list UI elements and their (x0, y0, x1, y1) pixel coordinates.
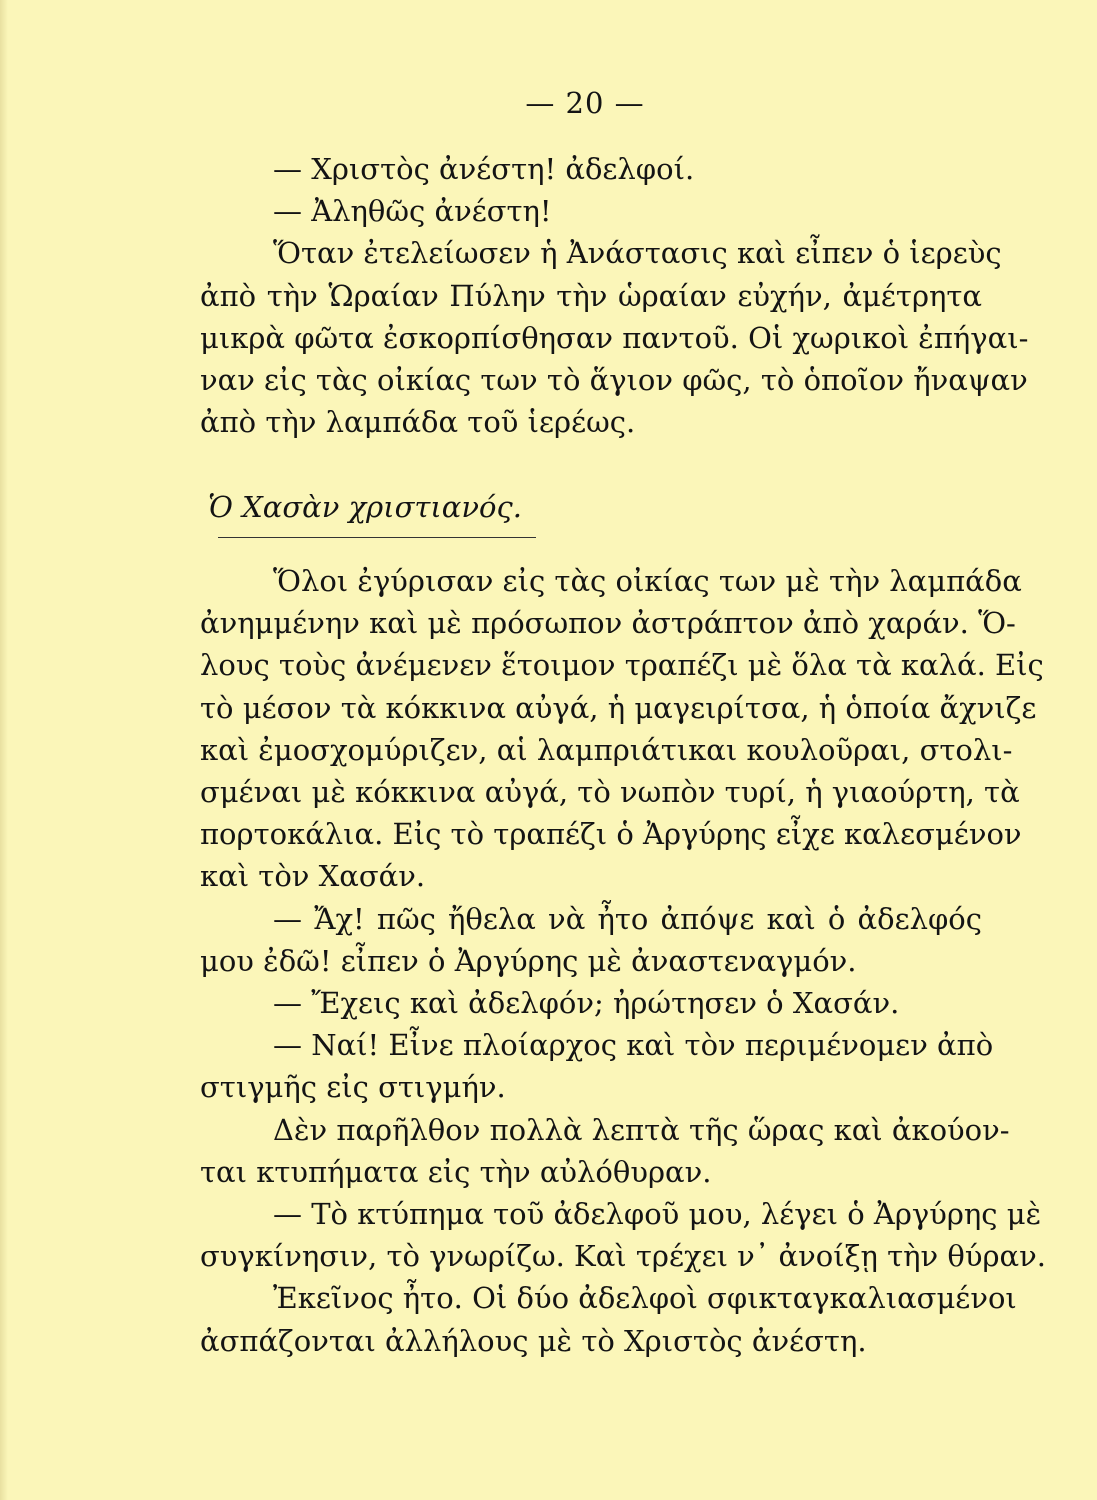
text-line: μικρὰ φῶτα ἐσκορπίσθησαν παντοῦ. Οἱ χωρικοὶ ἐπήγαι- (200, 320, 1029, 355)
section-2-text (200, 560, 1046, 1362)
section-heading: Ὁ Χασὰν χριστιανός. (208, 490, 522, 524)
text-line: Ἐκεῖνος ἦτο. Οἱ δύο ἀδελφοὶ σφικταγκαλιασμένοι (273, 1281, 1017, 1316)
text-line: συγκίνησιν, τὸ γνωρίζω. Καὶ τρέχει ν᾿ ἀνοίξῃ τὴν θύραν. (200, 1239, 1046, 1274)
text-line: ἀσπάζονται ἀλλήλους μὲ τὸ Χριστὸς ἀνέστη. (200, 1323, 867, 1358)
page-number: — 20 — (525, 86, 645, 120)
text-line: τὸ μέσον τὰ κόκκινα αὐγά, ἡ μαγειρίτσα, ἡ ὁποία ἄχνιζε (200, 690, 1037, 725)
text-line: λους τοὺς ἀνέμενεν ἕτοιμον τραπέζι μὲ ὅλα τὰ καλά. Εἰς (200, 648, 1044, 683)
text-line: — Χριστὸς ἀνέστη! ἀδελφοί. (273, 152, 695, 186)
text-line: — Ἔχεις καὶ ἀδελφόν; ἠρώτησεν ὁ Χασάν. (273, 986, 900, 1021)
text-line: ναν εἰς τὰς οἰκίας των τὸ ἅγιον φῶς, τὸ ὁποῖον ἤναψαν (200, 363, 1028, 398)
text-line: σμέναι μὲ κόκκινα αὐγά, τὸ νωπὸν τυρί, ἡ γιαούρτη, τὰ (200, 775, 1020, 810)
text-line: — Τὸ κτύπημα τοῦ ἀδελφοῦ μου, λέγει ὁ Ἀργύρης μὲ (273, 1197, 1042, 1232)
text-line: καὶ ἐμοσχομύριζεν, αἱ λαμπριάτικαι κουλοῦραι, στολι- (200, 732, 1013, 767)
text-line: πορτοκάλια. Εἰς τὸ τραπέζι ὁ Ἀργύρης εἶχε καλεσμένον (200, 817, 1022, 852)
heading-underline (218, 537, 536, 538)
text-line: μου ἐδῶ! εἶπεν ὁ Ἀργύρης μὲ ἀναστεναγμόν. (200, 943, 857, 978)
text-line: ἀπὸ τὴν Ὡραίαν Πύλην τὴν ὡραίαν εὐχήν, ἀμέτρητα (200, 278, 982, 313)
section-1-text (200, 148, 1029, 443)
text-line: ται κτυπήματα εἰς τὴν αὐλόθυραν. (200, 1154, 712, 1189)
binding-shadow (0, 0, 8, 1500)
text-line: καὶ τὸν Χασάν. (200, 859, 426, 894)
text-line: — Ναί! Εἶνε πλοίαρχος καὶ τὸν περιμένομεν ἀπὸ (273, 1028, 994, 1063)
text-line: στιγμῆς εἰς στιγμήν. (200, 1070, 506, 1105)
text-line: — Ἀληθῶς ἀνέστη! (273, 194, 552, 229)
text-line: Ὅλοι ἐγύρισαν εἰς τὰς οἰκίας των μὲ τὴν λαμπάδα (273, 564, 1022, 598)
text-line: Δὲν παρῆλθον πολλὰ λεπτὰ τῆς ὥρας καὶ ἀκούον- (273, 1112, 1010, 1147)
text-line: Ὅταν ἐτελείωσεν ἡ Ἀνάστασις καὶ εἶπεν ὁ ἱερεὺς (273, 236, 1002, 271)
text-line: — Ἄχ! πῶς ἤθελα νὰ ἦτο ἀπόψε καὶ ὁ ἀδελφός (273, 901, 982, 936)
text-line: ἀπὸ τὴν λαμπάδα τοῦ ἱερέως. (200, 405, 636, 440)
text-line: ἀνημμένην καὶ μὲ πρόσωπον ἀστράπτον ἀπὸ χαράν. Ὅ- (200, 606, 1016, 641)
